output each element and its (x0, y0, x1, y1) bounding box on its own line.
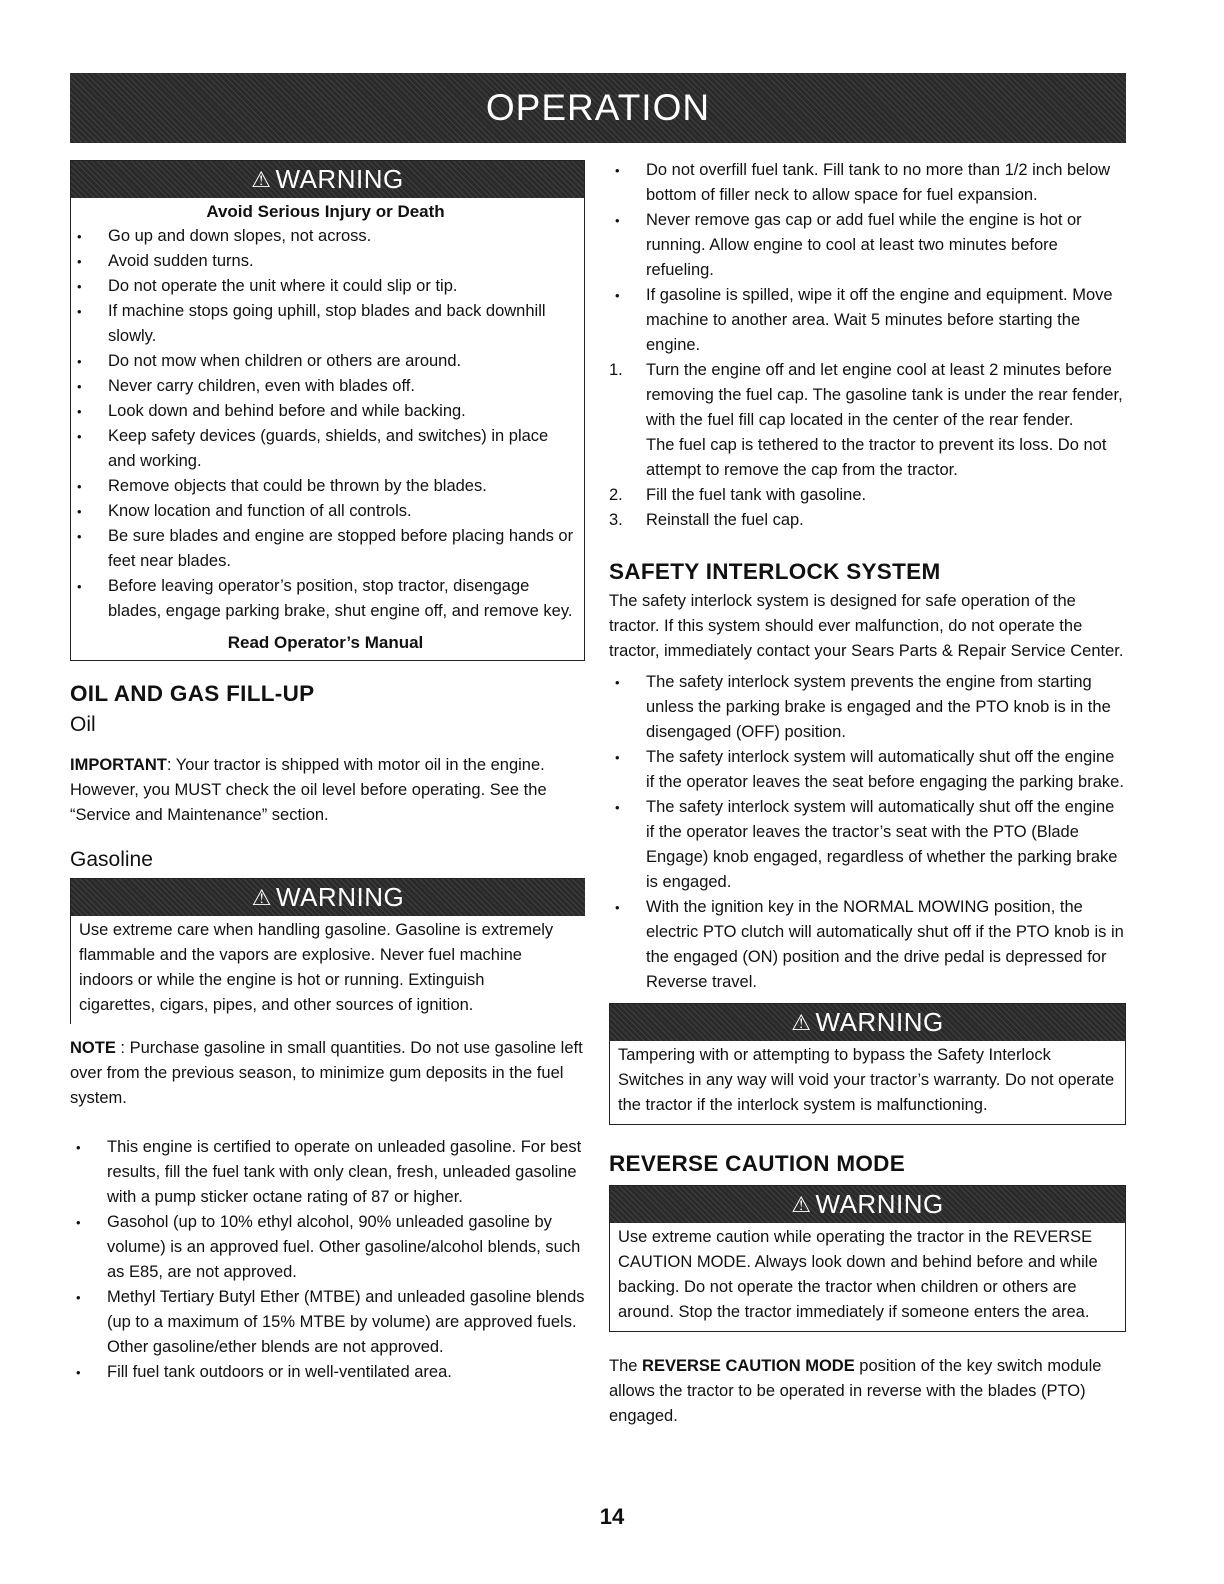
warning-triangle-icon: ⚠ (251, 166, 272, 192)
important-label: IMPORTANT (70, 756, 167, 774)
list-item: • Look down and behind before and while backing. (71, 399, 580, 424)
reverse-body-suffix: position of the key switch module allows the tractor to be operated in reverse with the blades (PTO) engaged. (609, 1357, 1102, 1425)
step-item (609, 483, 1126, 508)
right-column (609, 158, 1126, 1429)
list-item: • Know location and function of all controls. (71, 499, 580, 524)
reverse-paragraph (609, 1354, 1126, 1429)
list-item: • Do not mow when children or others are around. (71, 349, 580, 374)
reverse-warning-box (609, 1185, 1126, 1332)
step-number: 2. (609, 486, 623, 504)
important-text: : Your tractor is shipped with motor oil in the engine. However, you MUST check the oil level before operating. See the “Service and Maintenance” section. (70, 756, 547, 824)
gasoline-warning-text: Use extreme care when handling gasoline. Gasoline is extremely flammable and the vapors are explosive. Never fuel machine indoors or while the engine is hot or running. Extinguish cigarettes, cigars, pipes, and other sources of ignition. (79, 921, 554, 1014)
warning-label: WARNING (815, 1189, 944, 1219)
warning-triangle-icon: ⚠ (251, 884, 273, 910)
warning-triangle-icon: ⚠ (791, 1191, 812, 1217)
gasoline-list (70, 1135, 585, 1385)
reverse-heading: REVERSE CAUTION MODE (609, 1151, 906, 1176)
list-item: • This engine is certified to operate on unleaded gasoline. For best results, fill the fuel tank with only clean, fresh, unleaded gasoline with a pump sticker octane rating of 87 or higher. (70, 1135, 585, 1210)
warning-header (610, 1004, 1125, 1041)
warning-header (71, 879, 585, 916)
step-item (609, 358, 1126, 483)
reverse-mode-label: REVERSE CAUTION MODE (642, 1357, 855, 1375)
gasoline-warning-box (70, 878, 585, 1024)
list-item: • Fill fuel tank outdoors or in well-ventilated area. (70, 1360, 585, 1385)
warning-label: WARNING (815, 1007, 944, 1037)
warning-header (610, 1186, 1125, 1223)
list-item: • The safety interlock system will automatically shut off the engine if the operator leaves the tractor’s seat with the PTO (Blade Engage) knob engaged, regardless of whether the parking brake is engaged. (609, 795, 1126, 895)
step-number: 3. (609, 511, 623, 529)
list-item: • Before leaving operator’s position, stop tractor, disengage blades, engage parking brake, shut engine off, and remove key. (71, 574, 580, 624)
list-item: • Remove objects that could be thrown by the blades. (71, 474, 580, 499)
list-item: • The safety interlock system prevents the engine from starting unless the parking brake is engaged and the PTO knob is in the disengaged (OFF) position. (609, 670, 1126, 745)
list-item: • Do not operate the unit where it could slip or tip. (71, 274, 580, 299)
list-item: • Gasohol (up to 10% ethyl alcohol, 90% unleaded gasoline by volume) is an approved fuel. Other gasoline/alcohol blends, such as E85, are not approved. (70, 1210, 585, 1285)
fuel-steps-list (609, 358, 1126, 533)
list-item: • If gasoline is spilled, wipe it off the engine and equipment. Move machine to another area. Wait 5 minutes before starting the engine. (609, 283, 1126, 358)
step-text: Reinstall the fuel cap. (646, 511, 804, 529)
step-text: Turn the engine off and let engine cool at least 2 minutes before removing the fuel cap. The gasoline tank is under the rear fender, with the fuel fill cap located in the center of the rear fender. (646, 361, 1123, 429)
step-item (609, 508, 1126, 533)
note-label: NOTE (70, 1039, 116, 1057)
list-item: • Keep safety devices (guards, shields, and switches) in place and working. (71, 424, 580, 474)
list-item: • If machine stops going uphill, stop blades and back downhill slowly. (71, 299, 580, 349)
reverse-body-prefix: The (609, 1357, 643, 1375)
list-item: • Be sure blades and engine are stopped before placing hands or feet near blades. (71, 524, 580, 574)
step-number: 1. (609, 361, 623, 379)
important-paragraph (70, 753, 585, 828)
step-text: Fill the fuel tank with gasoline. (646, 486, 867, 504)
interlock-intro: The safety interlock system is designed for safe operation of the tractor. If this system should ever malfunction, do not operate the tractor, immediately contact your Sears Parts & Repair Service Center. (609, 592, 1124, 660)
list-item: • Go up and down slopes, not across. (71, 224, 580, 249)
page-number: 14 (599, 1504, 625, 1529)
list-item: • Do not overfill fuel tank. Fill tank to no more than 1/2 inch below bottom of filler neck to allow space for fuel expansion. (609, 158, 1126, 208)
read-manual-note: Read Operator’s Manual (227, 633, 424, 652)
list-item: • Never remove gas cap or add fuel while the engine is hot or running. Allow engine to cool at least two minutes before refueling. (609, 208, 1126, 283)
note-paragraph (70, 1036, 585, 1111)
list-item: • With the ignition key in the NORMAL MOWING position, the electric PTO clutch will automatically shut off if the PTO knob is in the engaged (ON) position and the drive pedal is depressed for Reverse travel. (609, 895, 1126, 995)
warning-triangle-icon: ⚠ (791, 1009, 812, 1035)
safety-warning-list (71, 224, 580, 624)
warning-header (71, 161, 584, 198)
oil-subheading: Oil (70, 713, 96, 736)
step-note: The fuel cap is tethered to the tractor to prevent its loss. Do not attempt to remove the cap from the tractor. (646, 436, 1107, 479)
safety-warning-box (70, 160, 585, 661)
gasoline-subheading: Gasoline (70, 848, 153, 871)
warning-title: Avoid Serious Injury or Death (206, 202, 445, 221)
reverse-warning-text: Use extreme caution while operating the tractor in the REVERSE CAUTION MODE. Always look down and behind before and while backing. Do not operate the tractor when children or others are around. Stop the tractor immediately if someone enters the area. (618, 1228, 1098, 1321)
warning-label: WARNING (276, 882, 405, 912)
interlock-warning-text: Tampering with or attempting to bypass the Safety Interlock Switches in any way will void your tractor’s warranty. Do not operate the tractor if the interlock system is malfunctioning. (618, 1046, 1115, 1114)
interlock-list (609, 670, 1126, 995)
warning-label: WARNING (275, 164, 404, 194)
page-header-banner (70, 73, 1126, 143)
list-item: • The safety interlock system will automatically shut off the engine if the operator leaves the seat before engaging the parking brake. (609, 745, 1126, 795)
note-text: : Purchase gasoline in small quantities. Do not use gasoline left over from the previous season, to minimize gum deposits in the fuel system. (70, 1039, 583, 1107)
interlock-warning-box (609, 1003, 1126, 1125)
list-item: • Methyl Tertiary Butyl Ether (MTBE) and unleaded gasoline blends (up to a maximum of 15% MTBE by volume) are approved fuels. Other gasoline/ether blends are not approved. (70, 1285, 585, 1360)
left-column (70, 160, 585, 1385)
list-item: • Never carry children, even with blades off. (71, 374, 580, 399)
fuel-bullet-list (609, 158, 1126, 358)
interlock-heading: SAFETY INTERLOCK SYSTEM (609, 559, 941, 584)
list-item: • Avoid sudden turns. (71, 249, 580, 274)
oil-gas-heading: OIL AND GAS FILL-UP (70, 681, 315, 706)
page-title: OPERATION (485, 87, 711, 128)
